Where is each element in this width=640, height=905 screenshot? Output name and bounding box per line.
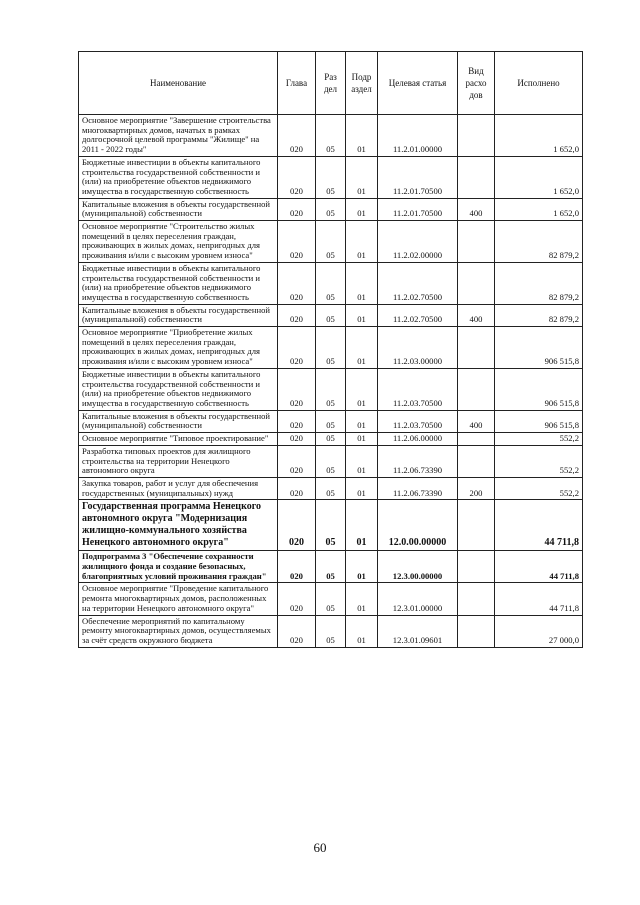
cell-razdel: 05	[316, 327, 346, 369]
col-header-podrazdel: Подр аздел	[346, 52, 378, 115]
cell-statya: 11.2.06.73390	[378, 445, 458, 477]
cell-amount: 552,2	[495, 445, 583, 477]
cell-razdel: 05	[316, 304, 346, 326]
page-number: 60	[313, 840, 327, 855]
cell-name: Государственная программа Ненецкого автономного округа "Модернизация жилищно-коммунального хозяйства Ненецкого автономного округа"	[79, 500, 278, 551]
cell-glava: 020	[278, 551, 316, 583]
cell-razdel: 05	[316, 433, 346, 446]
cell-vid: 400	[458, 410, 495, 432]
cell-statya: 12.3.01.09601	[378, 615, 458, 647]
cell-statya: 11.2.06.00000	[378, 433, 458, 446]
cell-razdel: 05	[316, 115, 346, 157]
cell-glava: 020	[278, 433, 316, 446]
cell-podrazdel: 01	[346, 115, 378, 157]
table-row	[79, 221, 583, 263]
cell-podrazdel: 01	[346, 500, 378, 551]
cell-name: Обеспечение мероприятий по капитальному ремонту многоквартирных домов, осуществляемых за счёт средств окружного бюджета	[79, 615, 278, 647]
col-header-amount: Исполнено	[495, 52, 583, 115]
cell-razdel: 05	[316, 221, 346, 263]
cell-glava: 020	[278, 304, 316, 326]
cell-glava: 020	[278, 615, 316, 647]
cell-name: Разработка типовых проектов для жилищного строительства на территории Ненецкого автономного округа	[79, 445, 278, 477]
cell-amount: 1 652,0	[495, 198, 583, 220]
col-header-glava: Глава	[278, 52, 316, 115]
table-row	[79, 262, 583, 304]
cell-name: Закупка товаров, работ и услуг для обеспечения государственных (муниципальных) нужд	[79, 477, 278, 499]
document-page	[78, 51, 582, 648]
cell-amount: 44 711,8	[495, 551, 583, 583]
cell-glava: 020	[278, 327, 316, 369]
cell-vid	[458, 445, 495, 477]
cell-podrazdel: 01	[346, 615, 378, 647]
cell-razdel: 05	[316, 262, 346, 304]
cell-name: Подпрограмма 3 "Обеспечение сохранности жилищного фонда и создание безопасных, благоприятных условий проживания граждан"	[79, 551, 278, 583]
table-row	[79, 615, 583, 647]
cell-vid	[458, 368, 495, 410]
cell-vid: 400	[458, 198, 495, 220]
cell-glava: 020	[278, 156, 316, 198]
cell-statya: 11.2.02.00000	[378, 221, 458, 263]
cell-razdel: 05	[316, 198, 346, 220]
cell-statya: 11.2.01.70500	[378, 156, 458, 198]
table-row	[79, 304, 583, 326]
cell-statya: 11.2.06.73390	[378, 477, 458, 499]
cell-name: Капитальные вложения в объекты государственной (муниципальной) собственности	[79, 198, 278, 220]
cell-podrazdel: 01	[346, 198, 378, 220]
table-row	[79, 500, 583, 551]
cell-amount: 1 652,0	[495, 115, 583, 157]
table-body	[79, 115, 583, 648]
cell-statya: 11.2.03.00000	[378, 327, 458, 369]
table-row	[79, 198, 583, 220]
cell-name: Основное мероприятие "Строительство жилых помещений в целях переселения граждан, проживающих в жилых домах, непригодных для проживания и/или с высоким уровнем износа"	[79, 221, 278, 263]
cell-glava: 020	[278, 115, 316, 157]
table-row	[79, 327, 583, 369]
cell-name: Основное мероприятие "Приобретение жилых помещений в целях переселения граждан, проживающих в жилых домах, непригодных для проживания и/или с высоким уровнем износа"	[79, 327, 278, 369]
table-row	[79, 156, 583, 198]
cell-vid	[458, 156, 495, 198]
cell-glava: 020	[278, 368, 316, 410]
cell-razdel: 05	[316, 615, 346, 647]
cell-podrazdel: 01	[346, 304, 378, 326]
cell-vid	[458, 500, 495, 551]
cell-statya: 11.2.02.70500	[378, 304, 458, 326]
cell-name: Капитальные вложения в объекты государственной (муниципальной) собственности	[79, 304, 278, 326]
cell-amount: 552,2	[495, 433, 583, 446]
table-row	[79, 433, 583, 446]
cell-glava: 020	[278, 221, 316, 263]
table-row	[79, 368, 583, 410]
cell-amount: 1 652,0	[495, 156, 583, 198]
cell-statya: 11.2.03.70500	[378, 410, 458, 432]
cell-podrazdel: 01	[346, 410, 378, 432]
cell-razdel: 05	[316, 156, 346, 198]
cell-name: Бюджетные инвестиции в объекты капитального строительства государственной собственности и (или) на приобретение объектов недвижимого имущества в государственную собственность	[79, 262, 278, 304]
cell-amount: 44 711,8	[495, 583, 583, 615]
cell-amount: 82 879,2	[495, 221, 583, 263]
cell-glava: 020	[278, 262, 316, 304]
cell-name: Основное мероприятие "Проведение капитального ремонта многоквартирных домов, расположенных на территории Ненецкого автономного округа"	[79, 583, 278, 615]
cell-podrazdel: 01	[346, 433, 378, 446]
cell-vid: 200	[458, 477, 495, 499]
cell-amount: 906 515,8	[495, 327, 583, 369]
cell-vid	[458, 551, 495, 583]
table-row	[79, 115, 583, 157]
cell-podrazdel: 01	[346, 551, 378, 583]
cell-vid	[458, 433, 495, 446]
cell-vid	[458, 615, 495, 647]
cell-podrazdel: 01	[346, 477, 378, 499]
cell-amount: 906 515,8	[495, 368, 583, 410]
cell-vid	[458, 262, 495, 304]
cell-amount: 906 515,8	[495, 410, 583, 432]
cell-amount: 44 711,8	[495, 500, 583, 551]
cell-vid	[458, 115, 495, 157]
cell-glava: 020	[278, 477, 316, 499]
table-row	[79, 583, 583, 615]
table-row	[79, 445, 583, 477]
col-header-razdel: Раз дел	[316, 52, 346, 115]
cell-razdel: 05	[316, 445, 346, 477]
cell-statya: 12.3.01.00000	[378, 583, 458, 615]
cell-razdel: 05	[316, 551, 346, 583]
cell-razdel: 05	[316, 583, 346, 615]
cell-name: Капитальные вложения в объекты государственной (муниципальной) собственности	[79, 410, 278, 432]
cell-glava: 020	[278, 410, 316, 432]
table-header-row	[79, 52, 583, 115]
cell-amount: 82 879,2	[495, 304, 583, 326]
cell-podrazdel: 01	[346, 368, 378, 410]
cell-razdel: 05	[316, 500, 346, 551]
cell-vid	[458, 221, 495, 263]
cell-statya: 11.2.03.70500	[378, 368, 458, 410]
cell-amount: 27 000,0	[495, 615, 583, 647]
cell-vid: 400	[458, 304, 495, 326]
cell-statya: 11.2.01.00000	[378, 115, 458, 157]
cell-vid	[458, 327, 495, 369]
cell-name: Бюджетные инвестиции в объекты капитального строительства государственной собственности и (или) на приобретение объектов недвижимого имущества в государственную собственность	[79, 368, 278, 410]
cell-podrazdel: 01	[346, 583, 378, 615]
col-header-name: Наименование	[79, 52, 278, 115]
table-row	[79, 410, 583, 432]
cell-statya: 12.3.00.00000	[378, 551, 458, 583]
cell-amount: 82 879,2	[495, 262, 583, 304]
cell-statya: 12.0.00.00000	[378, 500, 458, 551]
cell-name: Основное мероприятие "Типовое проектирование"	[79, 433, 278, 446]
cell-name: Бюджетные инвестиции в объекты капитального строительства государственной собственности и (или) на приобретение объектов недвижимого имущества в государственную собственность	[79, 156, 278, 198]
cell-name: Основное мероприятие "Завершение строительства многоквартирных домов, начатых в рамках долгосрочной целевой программы "Жилище" на 2011 - 2022 годы"	[79, 115, 278, 157]
table-row	[79, 477, 583, 499]
cell-podrazdel: 01	[346, 445, 378, 477]
cell-razdel: 05	[316, 477, 346, 499]
cell-podrazdel: 01	[346, 327, 378, 369]
cell-glava: 020	[278, 445, 316, 477]
cell-podrazdel: 01	[346, 262, 378, 304]
cell-razdel: 05	[316, 368, 346, 410]
col-header-statya: Целевая статья	[378, 52, 458, 115]
cell-podrazdel: 01	[346, 221, 378, 263]
cell-statya: 11.2.02.70500	[378, 262, 458, 304]
cell-vid	[458, 583, 495, 615]
cell-glava: 020	[278, 583, 316, 615]
cell-glava: 020	[278, 198, 316, 220]
cell-amount: 552,2	[495, 477, 583, 499]
cell-statya: 11.2.01.70500	[378, 198, 458, 220]
cell-podrazdel: 01	[346, 156, 378, 198]
cell-glava: 020	[278, 500, 316, 551]
table-row	[79, 551, 583, 583]
col-header-vid: Вид расхо дов	[458, 52, 495, 115]
cell-razdel: 05	[316, 410, 346, 432]
budget-table	[78, 51, 583, 648]
